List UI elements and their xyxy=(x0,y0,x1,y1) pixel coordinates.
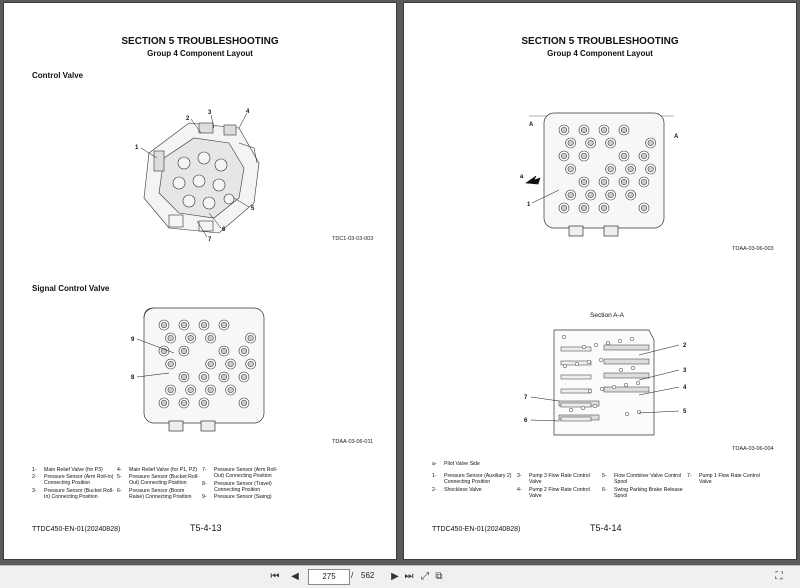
spool xyxy=(604,345,649,350)
port-hole xyxy=(631,366,635,370)
fitting-core xyxy=(201,374,207,380)
fitting-core xyxy=(561,127,567,133)
port-hole xyxy=(630,337,634,341)
section-a-a-label: Section A-A xyxy=(590,312,624,319)
port-hole xyxy=(600,387,604,391)
fitting-core xyxy=(201,322,207,328)
callout-1: 1 xyxy=(135,145,139,151)
fitting-core xyxy=(241,374,247,380)
fitting-core xyxy=(181,374,187,380)
fitting-core xyxy=(621,179,627,185)
fitting-core xyxy=(581,179,587,185)
fitting-core xyxy=(588,140,594,146)
callout-7: 7 xyxy=(208,237,212,243)
page-separator: / xyxy=(351,571,354,580)
figure-code: TDC1-03-03-003 xyxy=(332,236,374,242)
fitting-core xyxy=(221,374,227,380)
fitting-core xyxy=(648,140,654,146)
figure-code: TDAA-03-06-004 xyxy=(732,446,774,452)
fitting-core xyxy=(641,153,647,159)
fitting-core xyxy=(561,153,567,159)
callout-3: 3 xyxy=(208,110,212,116)
control-valve-illustration xyxy=(129,103,269,243)
total-pages: 562 xyxy=(361,571,375,580)
fitting-core xyxy=(628,192,634,198)
fitting-core xyxy=(228,387,234,393)
port-hole xyxy=(588,389,592,393)
fitting-core xyxy=(208,361,214,367)
port-hole xyxy=(637,410,641,414)
port-hole xyxy=(582,345,586,349)
port-hole xyxy=(563,364,567,368)
port-hole xyxy=(581,406,585,410)
group-title: Group 4 Component Layout xyxy=(147,49,253,58)
fitting-core xyxy=(608,166,614,172)
callout-5: 5 xyxy=(251,206,255,212)
heading-signal-control-valve: Signal Control Valve xyxy=(32,284,110,293)
port-hole xyxy=(575,362,579,366)
fitting-core xyxy=(201,400,207,406)
valve-block-illustration xyxy=(514,108,699,248)
fitting-core xyxy=(188,387,194,393)
left-page xyxy=(3,2,397,560)
callout-1: 1 xyxy=(527,202,531,208)
legend: a- Pilot Valve Side 1- Pressure Sensor (Auxiliary 2) Connecting Position 2- Shockless Valve 3- Pump 3 Flow Rate Control Valve 4- Pump 2 Flow Rate Control Valve 5- Flow Combiner Valve Control Spool 6- Swing Parking Brake Release Spool 7- Pump 1 Flow Rate Control Valve xyxy=(432,461,760,500)
callout-3: 3 xyxy=(683,368,687,374)
fitting-core xyxy=(228,361,234,367)
fitting-core xyxy=(641,205,647,211)
spool xyxy=(561,389,591,393)
last-page-icon[interactable]: ⏭ xyxy=(404,571,414,582)
fitting-core xyxy=(568,192,574,198)
fitting-core xyxy=(241,348,247,354)
fitting-core xyxy=(181,348,187,354)
section-title: SECTION 5 TROUBLESHOOTING xyxy=(521,36,679,47)
spool xyxy=(561,403,591,407)
fitting-core xyxy=(608,140,614,146)
callout-6: 6 xyxy=(524,418,528,424)
copy-icon[interactable]: ⧉ xyxy=(435,571,443,582)
fitting-core xyxy=(581,205,587,211)
section-title: SECTION 5 TROUBLESHOOTING xyxy=(121,36,279,47)
fitting-core xyxy=(168,361,174,367)
fitting-core xyxy=(568,140,574,146)
fitting-core xyxy=(581,153,587,159)
spool xyxy=(561,375,591,379)
spool xyxy=(604,387,649,392)
port-hole xyxy=(593,404,597,408)
fitting-core xyxy=(168,335,174,341)
footer-document-code: TTDC450-EN-01(20240828) xyxy=(32,526,121,533)
next-page-icon[interactable]: ▶ xyxy=(391,571,399,582)
callout-2: 2 xyxy=(186,116,190,122)
fitting-core xyxy=(601,127,607,133)
figure-code: TDAA-03-06-003 xyxy=(732,246,774,252)
port-hole xyxy=(619,368,623,372)
spool xyxy=(561,417,591,421)
viewer-toolbar xyxy=(0,565,800,588)
fitting-core xyxy=(641,179,647,185)
spool xyxy=(604,359,649,364)
fitting-core xyxy=(161,322,167,328)
callout-5: 5 xyxy=(683,409,687,415)
fitting-core xyxy=(208,387,214,393)
callout-8: 8 xyxy=(131,375,135,381)
callout-7: 7 xyxy=(524,395,528,401)
callout-6: 6 xyxy=(222,227,226,233)
fitting-core xyxy=(181,322,187,328)
port-hole xyxy=(587,360,591,364)
fitting-core xyxy=(181,400,187,406)
fit-page-icon[interactable]: ⤢ xyxy=(421,571,429,582)
fitting-core xyxy=(608,192,614,198)
fullscreen-icon[interactable]: ⛶ xyxy=(775,571,783,582)
fitting-core xyxy=(561,205,567,211)
footer-page-number: T5-4-13 xyxy=(190,523,222,533)
port-hole xyxy=(612,385,616,389)
footer-page-number: T5-4-14 xyxy=(590,523,622,533)
callout-9: 9 xyxy=(131,337,135,343)
fitting-core xyxy=(208,335,214,341)
callout-4: 4 xyxy=(683,385,687,391)
fitting-core xyxy=(621,127,627,133)
fitting-core xyxy=(168,387,174,393)
port-hole xyxy=(569,408,573,412)
callout-4: 4 xyxy=(246,109,250,115)
fitting-core xyxy=(621,153,627,159)
fitting-core xyxy=(248,335,254,341)
group-title: Group 4 Component Layout xyxy=(547,49,653,58)
fitting-core xyxy=(601,179,607,185)
section-a-a-illustration xyxy=(519,325,704,445)
legend: 1- Main Relief Valve (for P3) 2- Pressure Sensor (Arm Roll-In) Connecting Position 3- Pressure Sensor (Bucket Roll-In) Connecting Position 4- Main Relief Valve (for P1, P2) 5- Pressure Sensor (Bucket Roll-Out) Connecting Position 6- Pressure Sensor (Boom Raise) Connecting Position 7- Pressure Sensor (Arm Roll-Out) Connecting Position 8- Pressure Sensor (Travel) Connecting Position 9- Pressure Sensor (Swing) xyxy=(32,467,278,501)
fitting-core xyxy=(241,400,247,406)
fitting-core xyxy=(221,348,227,354)
page-number-input[interactable]: 275 xyxy=(308,569,350,585)
figure-code: TDAA-03-06-011 xyxy=(332,439,374,445)
fitting-core xyxy=(188,335,194,341)
section-marker-a-right: A xyxy=(674,134,679,140)
heading-control-valve: Control Valve xyxy=(32,71,84,80)
port-hole xyxy=(606,341,610,345)
port-hole xyxy=(562,335,566,339)
prev-page-icon[interactable]: ◀ xyxy=(291,571,299,582)
right-page xyxy=(403,2,797,560)
fitting-core xyxy=(601,205,607,211)
port-hole xyxy=(618,339,622,343)
callout-2: 2 xyxy=(683,343,687,349)
port-hole xyxy=(594,343,598,347)
fitting-core xyxy=(588,192,594,198)
signal-control-valve-illustration xyxy=(129,303,279,438)
fitting-core xyxy=(628,166,634,172)
port-hole xyxy=(624,383,628,387)
port-hole xyxy=(625,412,629,416)
fitting-core xyxy=(581,127,587,133)
section-marker-a-left: A xyxy=(529,122,534,128)
fitting-core xyxy=(248,361,254,367)
fitting-core xyxy=(161,400,167,406)
fitting-core xyxy=(568,166,574,172)
fitting-core xyxy=(648,166,654,172)
spool xyxy=(561,347,591,351)
fitting-core xyxy=(221,322,227,328)
first-page-icon[interactable]: ⏮ xyxy=(270,571,280,582)
pilot-side-label: a xyxy=(520,174,524,180)
spool xyxy=(604,373,649,378)
port-hole xyxy=(636,381,640,385)
footer-document-code: TTDC450-EN-01(20240828) xyxy=(432,526,521,533)
port-hole xyxy=(599,358,603,362)
